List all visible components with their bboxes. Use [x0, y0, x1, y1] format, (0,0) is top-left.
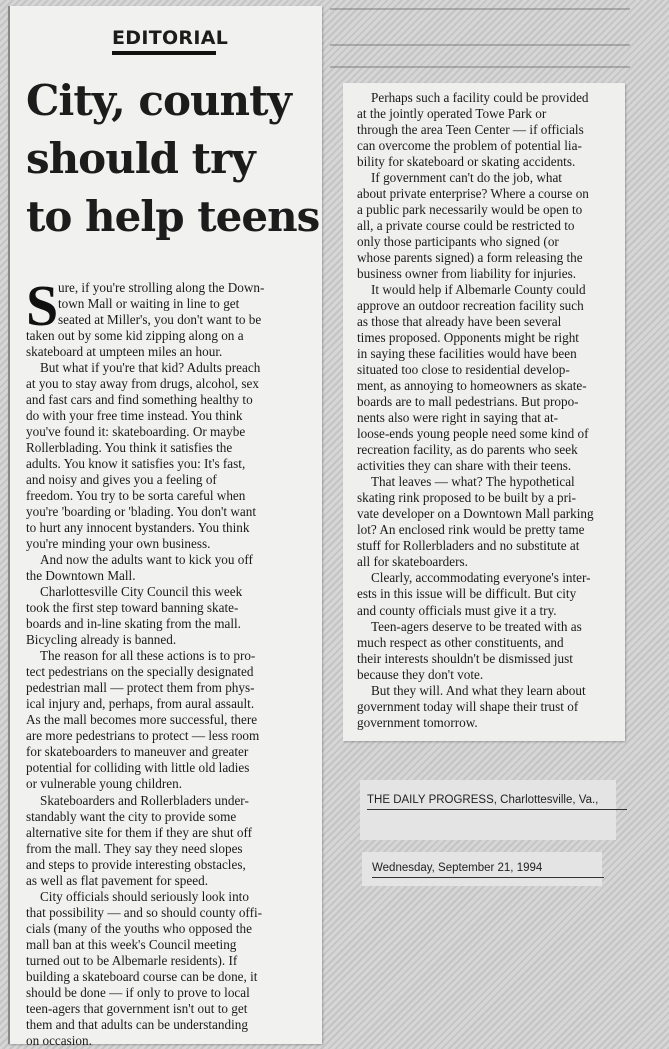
text-line: Perhaps such a facility could be provided: [371, 90, 589, 105]
section-label: EDITORIAL: [112, 27, 216, 55]
text-line: and steps to provide interesting obstacles,: [26, 856, 246, 872]
headline-line: should try: [26, 134, 255, 183]
text-line: potential for colliding with little old ladies: [26, 760, 250, 776]
text-line: If government can't do the job, what: [371, 170, 562, 186]
text-line: times proposed. Opponents might be right: [357, 330, 579, 346]
text-line: and fast cars and find something healthy to: [26, 392, 253, 408]
text-line: them and that adults can be understanding: [26, 1016, 248, 1032]
body-column-right: [357, 90, 625, 731]
text-line: Rollerblading. You think it satisfies the: [26, 440, 233, 456]
text-line: government today will shape their trust of: [357, 698, 579, 714]
text-line: alternative site for them if they are shut off: [26, 824, 253, 840]
text-line: for skateboarders to maneuver and greater: [26, 744, 249, 760]
text-line: took the first step toward banning skate-: [26, 600, 239, 616]
text-line: bility for skateboard or skating accidents.: [357, 154, 576, 170]
text-line: their interests shouldn't be dismissed just: [357, 650, 573, 666]
text-line: in saying these facilities would have been: [357, 346, 577, 362]
text-line: activities they can share with their teens.: [357, 458, 572, 474]
text-line: Clearly, accommodating everyone's inter-: [371, 570, 591, 586]
text-line: mall ban at this week's Council meeting: [26, 936, 237, 952]
text-line: ure, if you're strolling along the Down-: [58, 280, 265, 295]
text-line: business owner from liability for injuries.: [357, 266, 577, 282]
text-line: to hurt any innocent bystanders. You think: [26, 520, 250, 536]
text-line: that possibility — and so should county offi-: [26, 904, 263, 920]
text-line: all for skateboarders.: [357, 554, 468, 570]
text-line: you've found it: skateboarding. Or maybe: [26, 424, 246, 440]
text-line: Teen-agers deserve to be treated with as: [371, 618, 582, 634]
text-line: you're 'boarding or 'blading. You don't want: [26, 504, 257, 520]
text-line: teen-agers that government isn't out to get: [26, 1000, 248, 1016]
text-line: as those that already have been several: [357, 314, 562, 330]
drop-cap: S: [26, 273, 59, 338]
text-line: Charlottesville City Council this week: [40, 584, 243, 600]
text-line: ical injury and, perhaps, from aural assault.: [26, 696, 255, 712]
text-line: But they will. And what they learn about: [371, 682, 586, 698]
text-line: the Downtown Mall.: [26, 568, 136, 584]
bleed-through-line: [330, 8, 630, 10]
text-line: As the mall becomes more successful, there: [26, 712, 258, 728]
text-line: at the jointly operated Towe Park or: [357, 106, 547, 122]
text-line: a public park necessarily would be open to: [357, 202, 583, 218]
text-line: from the mall. They say they need slopes: [26, 840, 243, 856]
source-label-box: [360, 780, 616, 840]
text-line: whose parents signed) a form releasing the: [357, 250, 583, 266]
text-line: loose-ends young people need some kind of: [357, 426, 589, 442]
text-line: tect pedestrians on the specially designated: [26, 664, 254, 680]
text-line: Bicycling already is banned.: [26, 632, 177, 648]
text-line: town Mall or waiting in line to get: [58, 296, 240, 312]
text-line: can overcome the problem of potential lia-: [357, 138, 582, 154]
text-line: freedom. You try to be sorta careful when: [26, 488, 246, 504]
text-line: skating rink proposed to be built by a pri-: [357, 490, 577, 506]
text-line: ests in this issue will be difficult. But city: [357, 586, 577, 602]
text-line: all, a private course could be restricted to: [357, 218, 575, 234]
text-line: building a skateboard course can be done, it: [26, 968, 258, 984]
text-line: or vulnerable young children.: [26, 776, 183, 792]
text-line: And now the adults want to kick you off: [40, 552, 253, 568]
text-line: skateboard at umpteen miles an hour.: [26, 344, 223, 360]
text-line: because they don't vote.: [357, 666, 484, 682]
text-line: The reason for all these actions is to pro-: [40, 648, 256, 664]
text-line: lot? An enclosed rink would be pretty tame: [357, 522, 585, 538]
text-line: pedestrian mall — protect them from phys-: [26, 680, 255, 696]
publication-date: Wednesday, September 21, 1994: [372, 862, 604, 878]
headline-line: to help teens: [26, 192, 320, 241]
text-line: through the area Teen Center — if officials: [357, 122, 584, 138]
text-line: But what if you're that kid? Adults preach: [40, 360, 261, 376]
text-line: approve an outdoor recreation facility such: [357, 298, 584, 314]
text-line: you're minding your own business.: [26, 536, 211, 552]
text-line: boards and in-line skating from the mall.: [26, 616, 241, 632]
text-line: nents also were right in saying that at-: [357, 410, 559, 426]
text-line: situated too close to residential develop-: [357, 362, 570, 378]
body-column-left: [26, 273, 314, 1049]
text-line: do with your free time instead. You think: [26, 408, 243, 424]
text-line: seated at Miller's, you don't want to be: [58, 312, 262, 328]
headline-line: City, county: [26, 76, 291, 125]
text-line: standably want the city to provide some: [26, 808, 237, 824]
text-line: boards are to mall pedestrians. But propo-: [357, 394, 579, 410]
text-line: only those participants who signed (or: [357, 234, 559, 250]
text-line: cials (many of the youths who opposed the: [26, 920, 252, 936]
headline: [26, 72, 320, 246]
text-line: taken out by some kid zipping along on a: [26, 328, 244, 344]
text-line: That leaves — what? The hypothetical: [371, 474, 575, 490]
text-line: government tomorrow.: [357, 714, 478, 730]
text-line: ment, as annoying to homeowners as skate-: [357, 378, 587, 394]
text-line: adults. You know it satisfies you: It's fast,: [26, 456, 246, 472]
text-line: at you to stay away from drugs, alcohol, sex: [26, 376, 259, 392]
text-line: Skateboarders and Rollerbladers under-: [40, 792, 249, 808]
text-line: are more pedestrians to protect — less room: [26, 728, 260, 744]
text-line: on occasion.: [26, 1032, 92, 1048]
text-line: and county officials must give it a try.: [357, 602, 557, 618]
text-line: turned out to be Albemarle residents). If: [26, 952, 238, 968]
bleed-through-line: [330, 44, 630, 46]
bleed-through-line: [330, 66, 630, 68]
text-line: and noisy and gives you a feeling of: [26, 472, 217, 488]
text-line: about private enterprise? Where a course on: [357, 186, 589, 202]
text-line: as well as flat pavement for speed.: [26, 872, 208, 888]
text-line: stuff for Rollerbladers and no substitute at: [357, 538, 580, 554]
text-line: City officials should seriously look into: [40, 888, 249, 904]
text-line: recreation facility, as do parents who seek: [357, 442, 578, 458]
text-line: should be done — if only to prove to local: [26, 984, 250, 1000]
text-line: much respect as other constituents, and: [357, 634, 564, 650]
newspaper-source: THE DAILY PROGRESS, Charlottesville, Va.,: [367, 794, 627, 810]
text-line: vate developer on a Downtown Mall parking: [357, 506, 594, 522]
text-line: It would help if Albemarle County could: [371, 282, 586, 298]
